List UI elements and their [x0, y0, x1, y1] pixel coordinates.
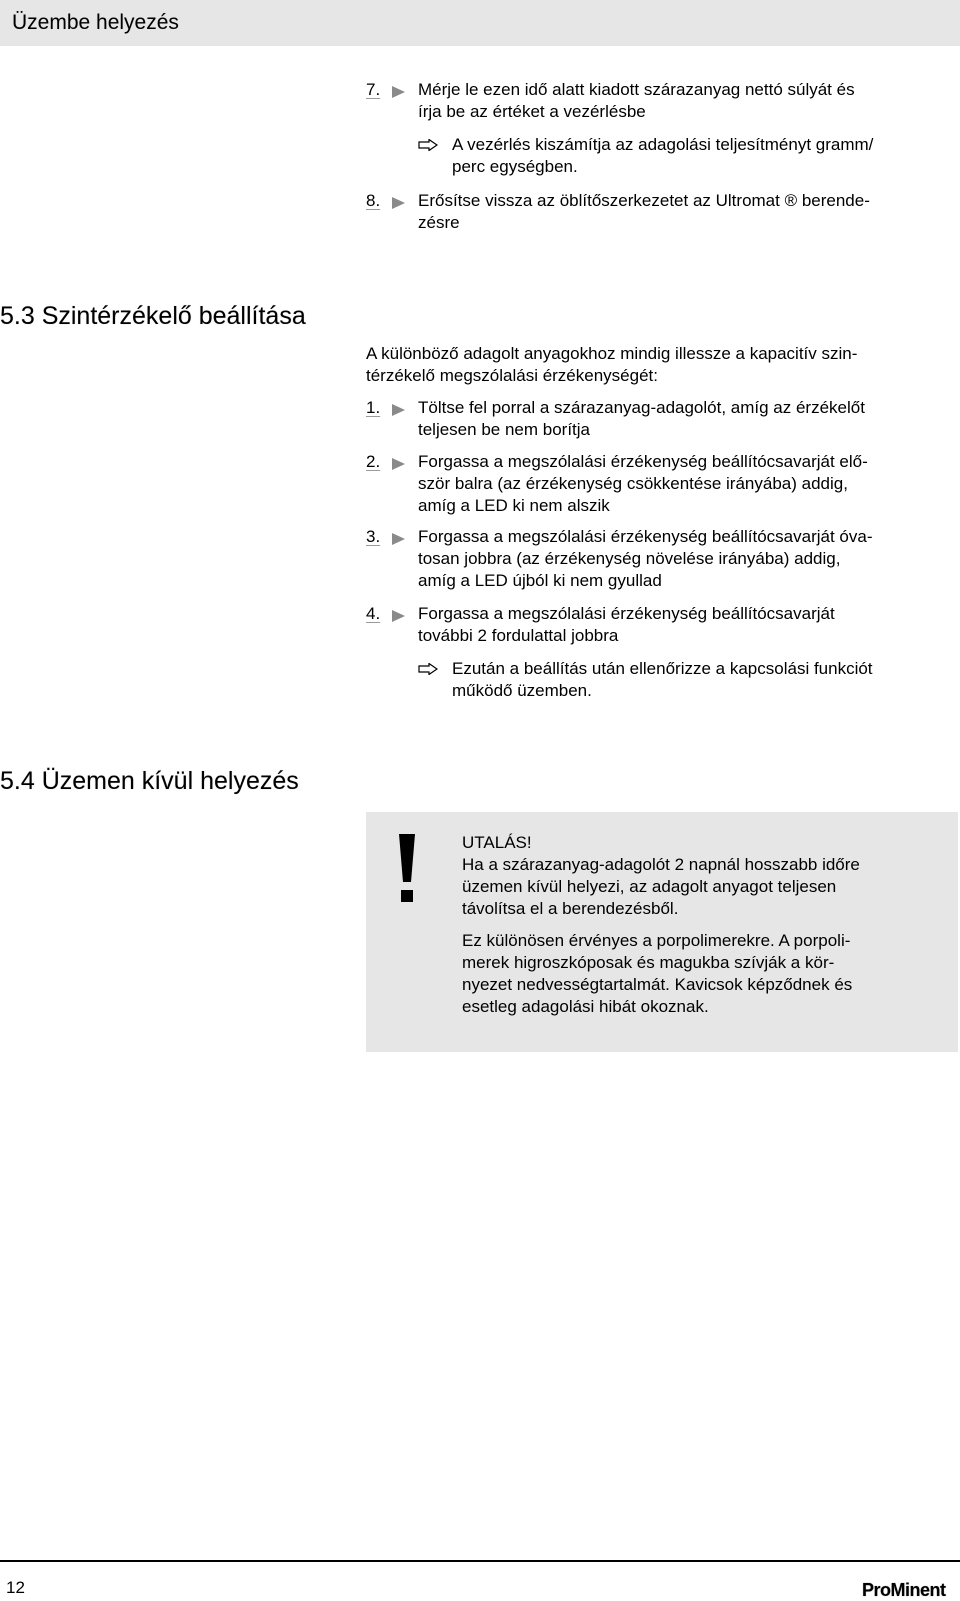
notice-title: UTALÁS! [462, 833, 532, 852]
step-8 [366, 190, 946, 234]
result-text-line: Ezután a beállítás után ellenőrizze a kapcsolási funkciót [452, 659, 873, 678]
result-step-7 [418, 134, 948, 178]
step-arrow-icon [390, 532, 406, 546]
notice-line: üzemen kívül helyezi, az adagolt anyagot teljesen [462, 877, 837, 896]
result-arrow-icon [418, 139, 438, 151]
step-text-line: amíg a LED ki nem alszik [418, 496, 610, 515]
step-arrow-icon [390, 457, 406, 471]
step-number: 3. [366, 527, 381, 546]
section-heading-5-3: 5.3 Szintérzékelő beállítása [0, 302, 306, 330]
step-arrow-icon [390, 196, 406, 210]
step-text-line: teljesen be nem borítja [418, 420, 590, 439]
chapter-title: Üzembe helyezés [12, 11, 179, 34]
step-4 [366, 603, 946, 647]
step-text-line: Forgassa a megszólalási érzékenység beállítócsavarját [418, 604, 835, 623]
step-arrow-icon [390, 403, 406, 417]
result-arrow-icon [418, 663, 438, 675]
section-heading-5-4: 5.4 Üzemen kívül helyezés [0, 767, 299, 795]
exclamation-icon [396, 834, 418, 904]
step-text-line: tosan jobbra (az érzékenység növelése irányába) addig, [418, 549, 841, 568]
step-text-line: Mérje le ezen idő alatt kiadott szárazanyag nettó súlyát és [418, 80, 855, 99]
result-text-line: A vezérlés kiszámítja az adagolási teljesítményt gramm/ [452, 135, 874, 154]
step-text-line: Forgassa a megszólalási érzékenység beállítócsavarját elő- [418, 452, 868, 471]
notice-line: Ha a szárazanyag-adagolót 2 napnál hosszabb időre [462, 855, 860, 874]
section-intro [366, 343, 948, 387]
step-2 [366, 451, 946, 517]
page-number: 12 [6, 1578, 25, 1597]
result-text-line: működő üzemben. [452, 681, 592, 700]
notice-line: Ez különösen érvényes a porpolimerekre. A porpoli- [462, 931, 851, 950]
notice-line: távolítsa el a berendezésből. [462, 899, 679, 918]
step-text-line: írja be az értéket a vezérlésbe [418, 102, 646, 121]
notice-paragraph-1 [462, 854, 942, 920]
intro-line: térzékelő megszólalási érzékenységét: [366, 366, 658, 385]
notice-line: esetleg adagolási hibát okoznak. [462, 997, 709, 1016]
step-text-line: Forgassa a megszólalási érzékenység beállítócsavarját óva- [418, 527, 873, 546]
step-text-line: Töltse fel porral a szárazanyag-adagolót, amíg az érzékelőt [418, 398, 865, 417]
prominent-logo: ProMinent [862, 1580, 946, 1600]
page-header [0, 0, 960, 46]
notice-line: merek higroszkóposak és magukba szívják a kör- [462, 953, 835, 972]
step-text-line: Erősítse vissza az öblítőszerkezetet az Ultromat ® berende- [418, 191, 870, 210]
step-number: 4. [366, 604, 381, 623]
notice-box [366, 812, 958, 1052]
step-3 [366, 526, 946, 592]
result-step-4 [418, 658, 948, 702]
step-number: 2. [366, 452, 381, 471]
step-1 [366, 397, 946, 441]
result-text-line: perc egységben. [452, 157, 578, 176]
step-arrow-icon [390, 85, 406, 99]
step-number: 1. [366, 398, 381, 417]
step-text-line: zésre [418, 213, 460, 232]
footer-divider [0, 1560, 960, 1562]
step-arrow-icon [390, 609, 406, 623]
step-number: 8. [366, 191, 381, 210]
step-text-line: további 2 fordulattal jobbra [418, 626, 619, 645]
step-text-line: ször balra (az érzékenység csökkentése irányába) addig, [418, 474, 848, 493]
notice-paragraph-2 [462, 930, 942, 1018]
step-7 [366, 79, 946, 123]
step-text-line: amíg a LED újból ki nem gyullad [418, 571, 662, 590]
step-number: 7. [366, 80, 381, 99]
notice-line: nyezet nedvességtartalmát. Kavicsok képződnek és [462, 975, 853, 994]
intro-line: A különböző adagolt anyagokhoz mindig illessze a kapacitív szin- [366, 344, 858, 363]
